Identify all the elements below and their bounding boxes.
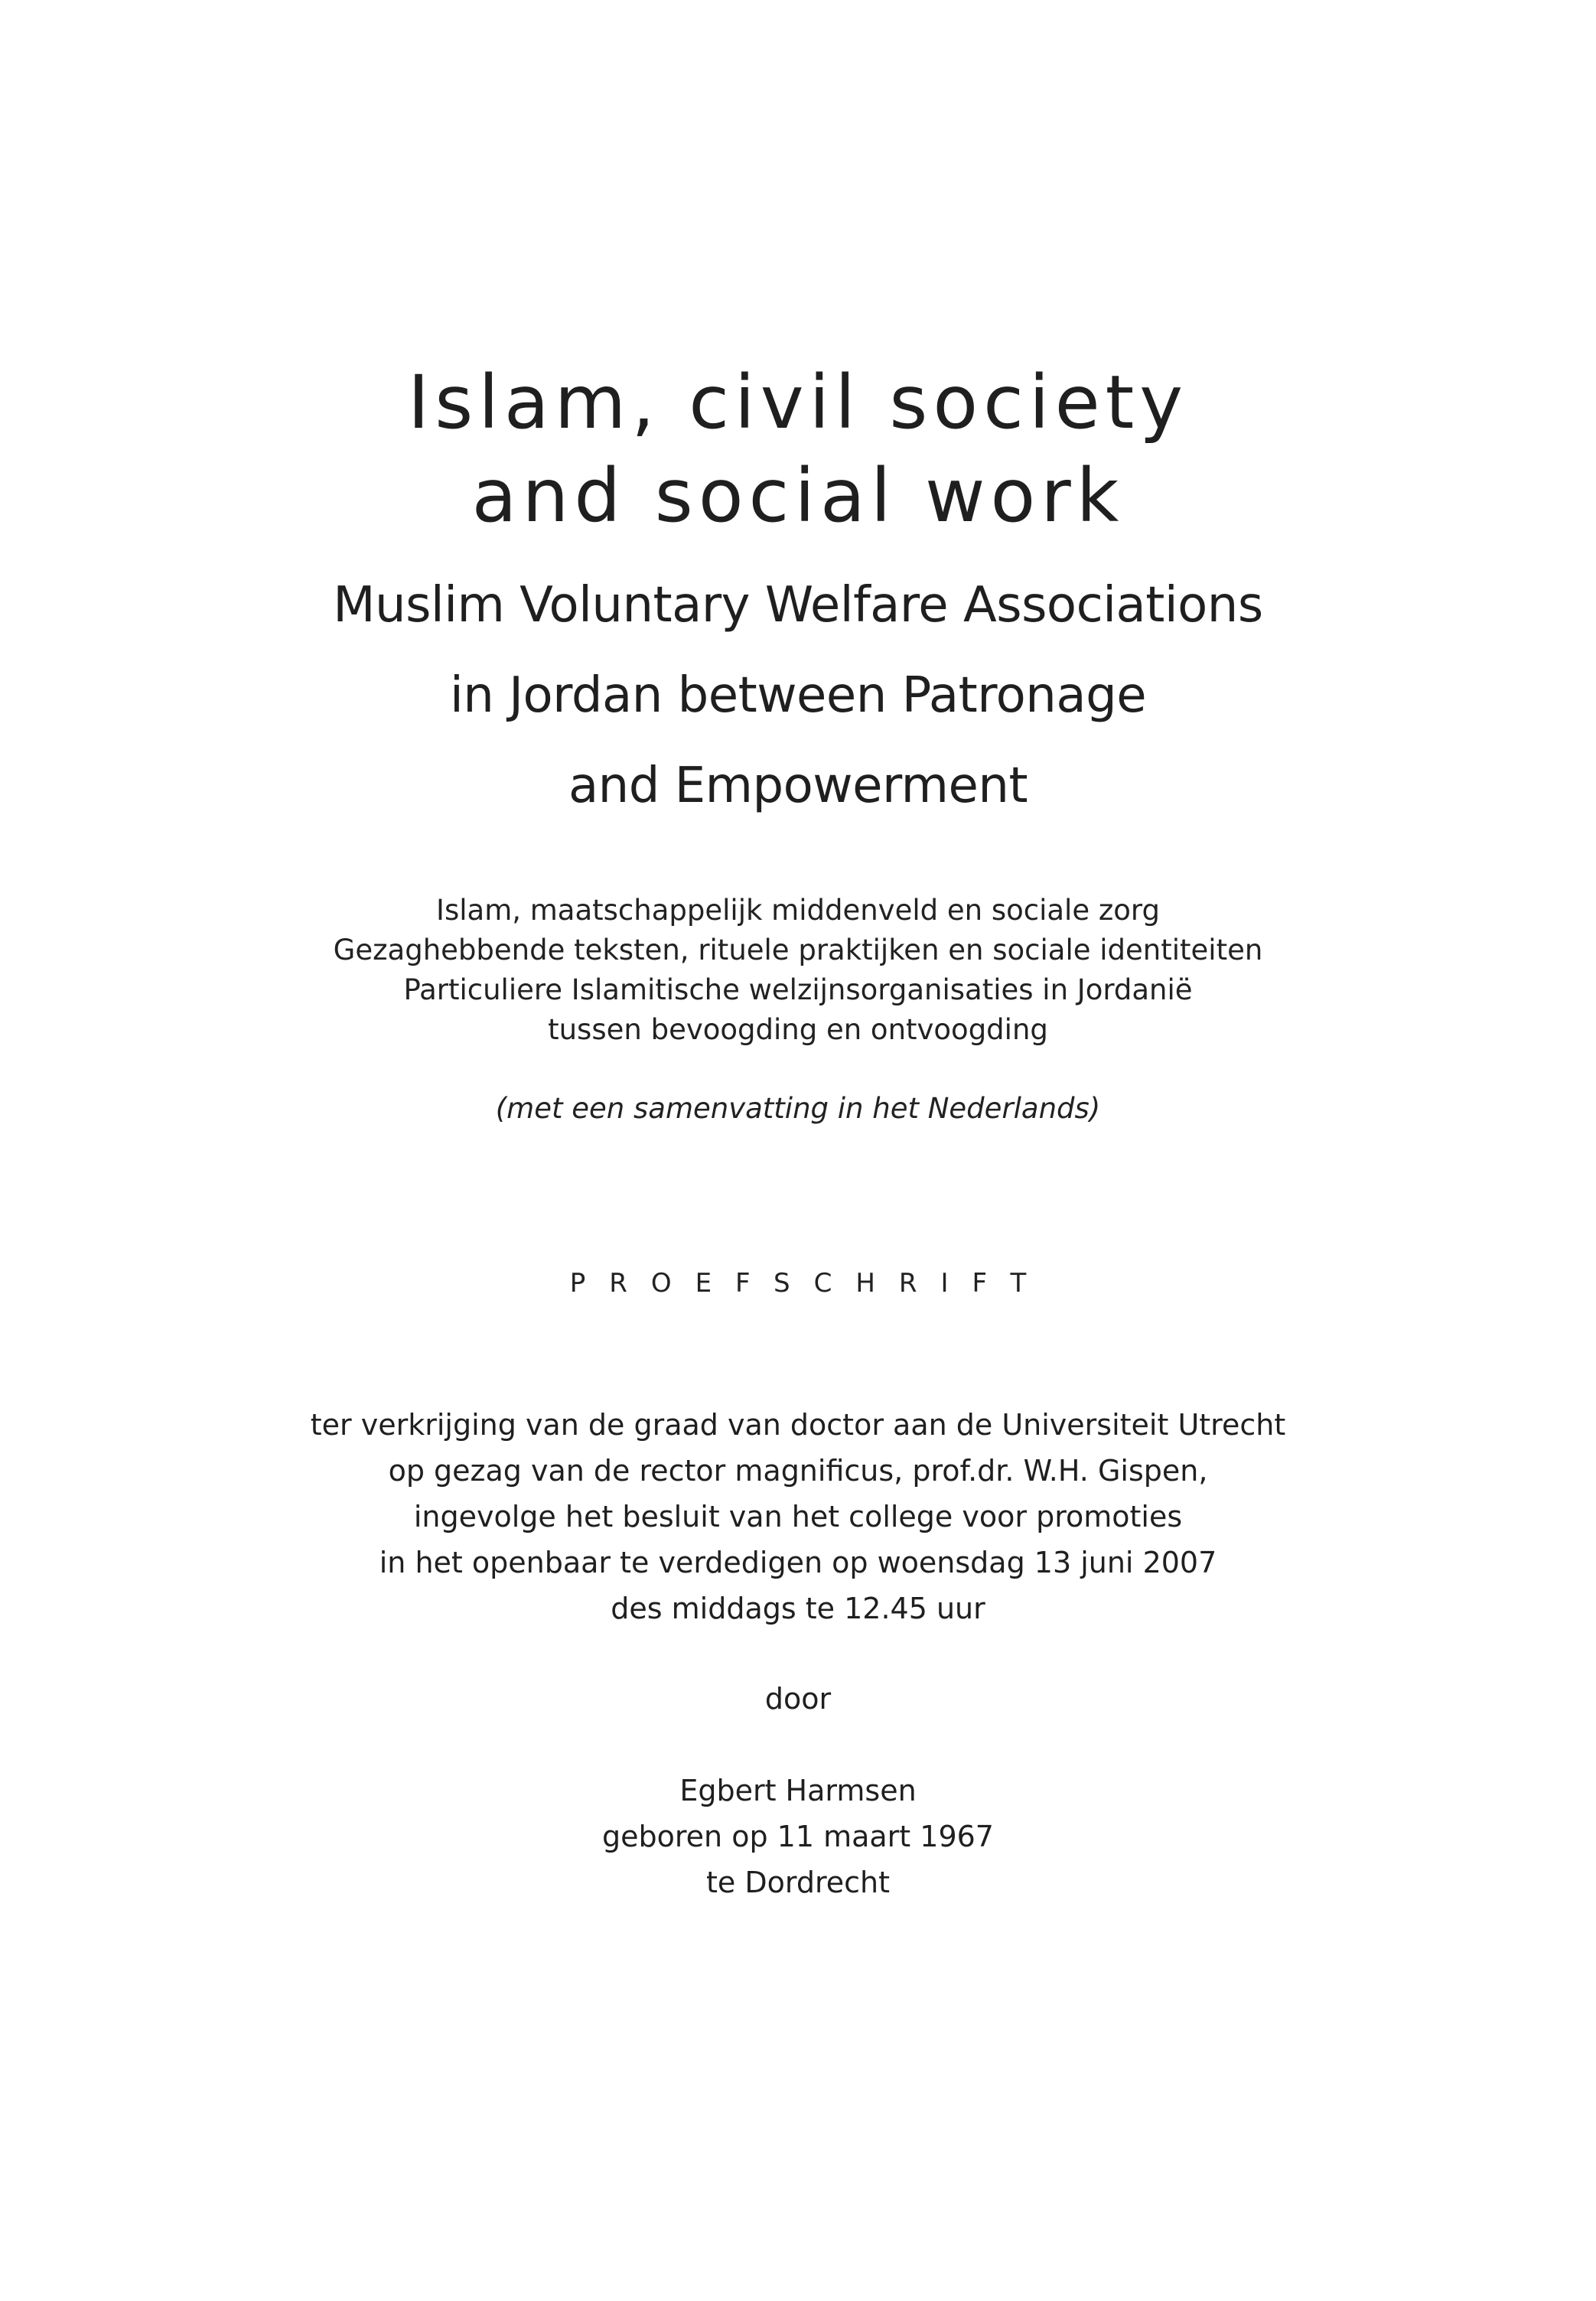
subtitle-line-3: and Empowerment [568, 758, 1028, 814]
main-title-line-1: Islam, civil society [407, 360, 1189, 445]
degree-line-5: des middags te 12.45 uur [611, 1592, 985, 1625]
main-title-line-2: and social work [471, 453, 1125, 539]
dutch-title-line-2: Gezaghebbende teksten, rituele praktijken en sociale identiteiten [333, 934, 1263, 966]
subtitle-line-2: in Jordan between Patronage [449, 667, 1147, 724]
dutch-title-line-1: Islam, maatschappelijk middenveld en sociale zorg [436, 894, 1160, 927]
dutch-title-line-4: tussen bevoogding en ontvoogding [548, 1013, 1048, 1046]
author-birth: geboren op 11 maart 1967 [602, 1820, 994, 1853]
author-place: te Dordrecht [706, 1866, 890, 1899]
degree-line-3: ingevolge het besluit van het college voor promoties [413, 1500, 1183, 1533]
degree-line-2: op gezag van de rector magnificus, prof.dr. W.H. Gispen, [388, 1454, 1208, 1488]
subtitle-line-1: Muslim Voluntary Welfare Associations [333, 577, 1263, 634]
author-name: Egbert Harmsen [679, 1774, 917, 1807]
degree-line-4: in het openbaar te verdedigen op woensdag 13 juni 2007 [379, 1546, 1217, 1579]
main-title [0, 356, 1596, 543]
degree-statement [0, 1402, 1596, 1631]
dutch-title [0, 891, 1596, 1050]
subtitle [0, 560, 1596, 831]
author-info [0, 1768, 1596, 1905]
degree-line-1: ter verkrijging van de graad van doctor aan de Universiteit Utrecht [310, 1408, 1286, 1442]
dutch-title-line-3: Particuliere Islamitische welzijnsorganisaties in Jordanië [403, 973, 1193, 1006]
document-type: PROEFSCHRIFT [569, 1268, 1050, 1299]
by-label: door [764, 1682, 832, 1716]
summary-note: (met een samenvatting in het Nederlands) [495, 1092, 1101, 1125]
